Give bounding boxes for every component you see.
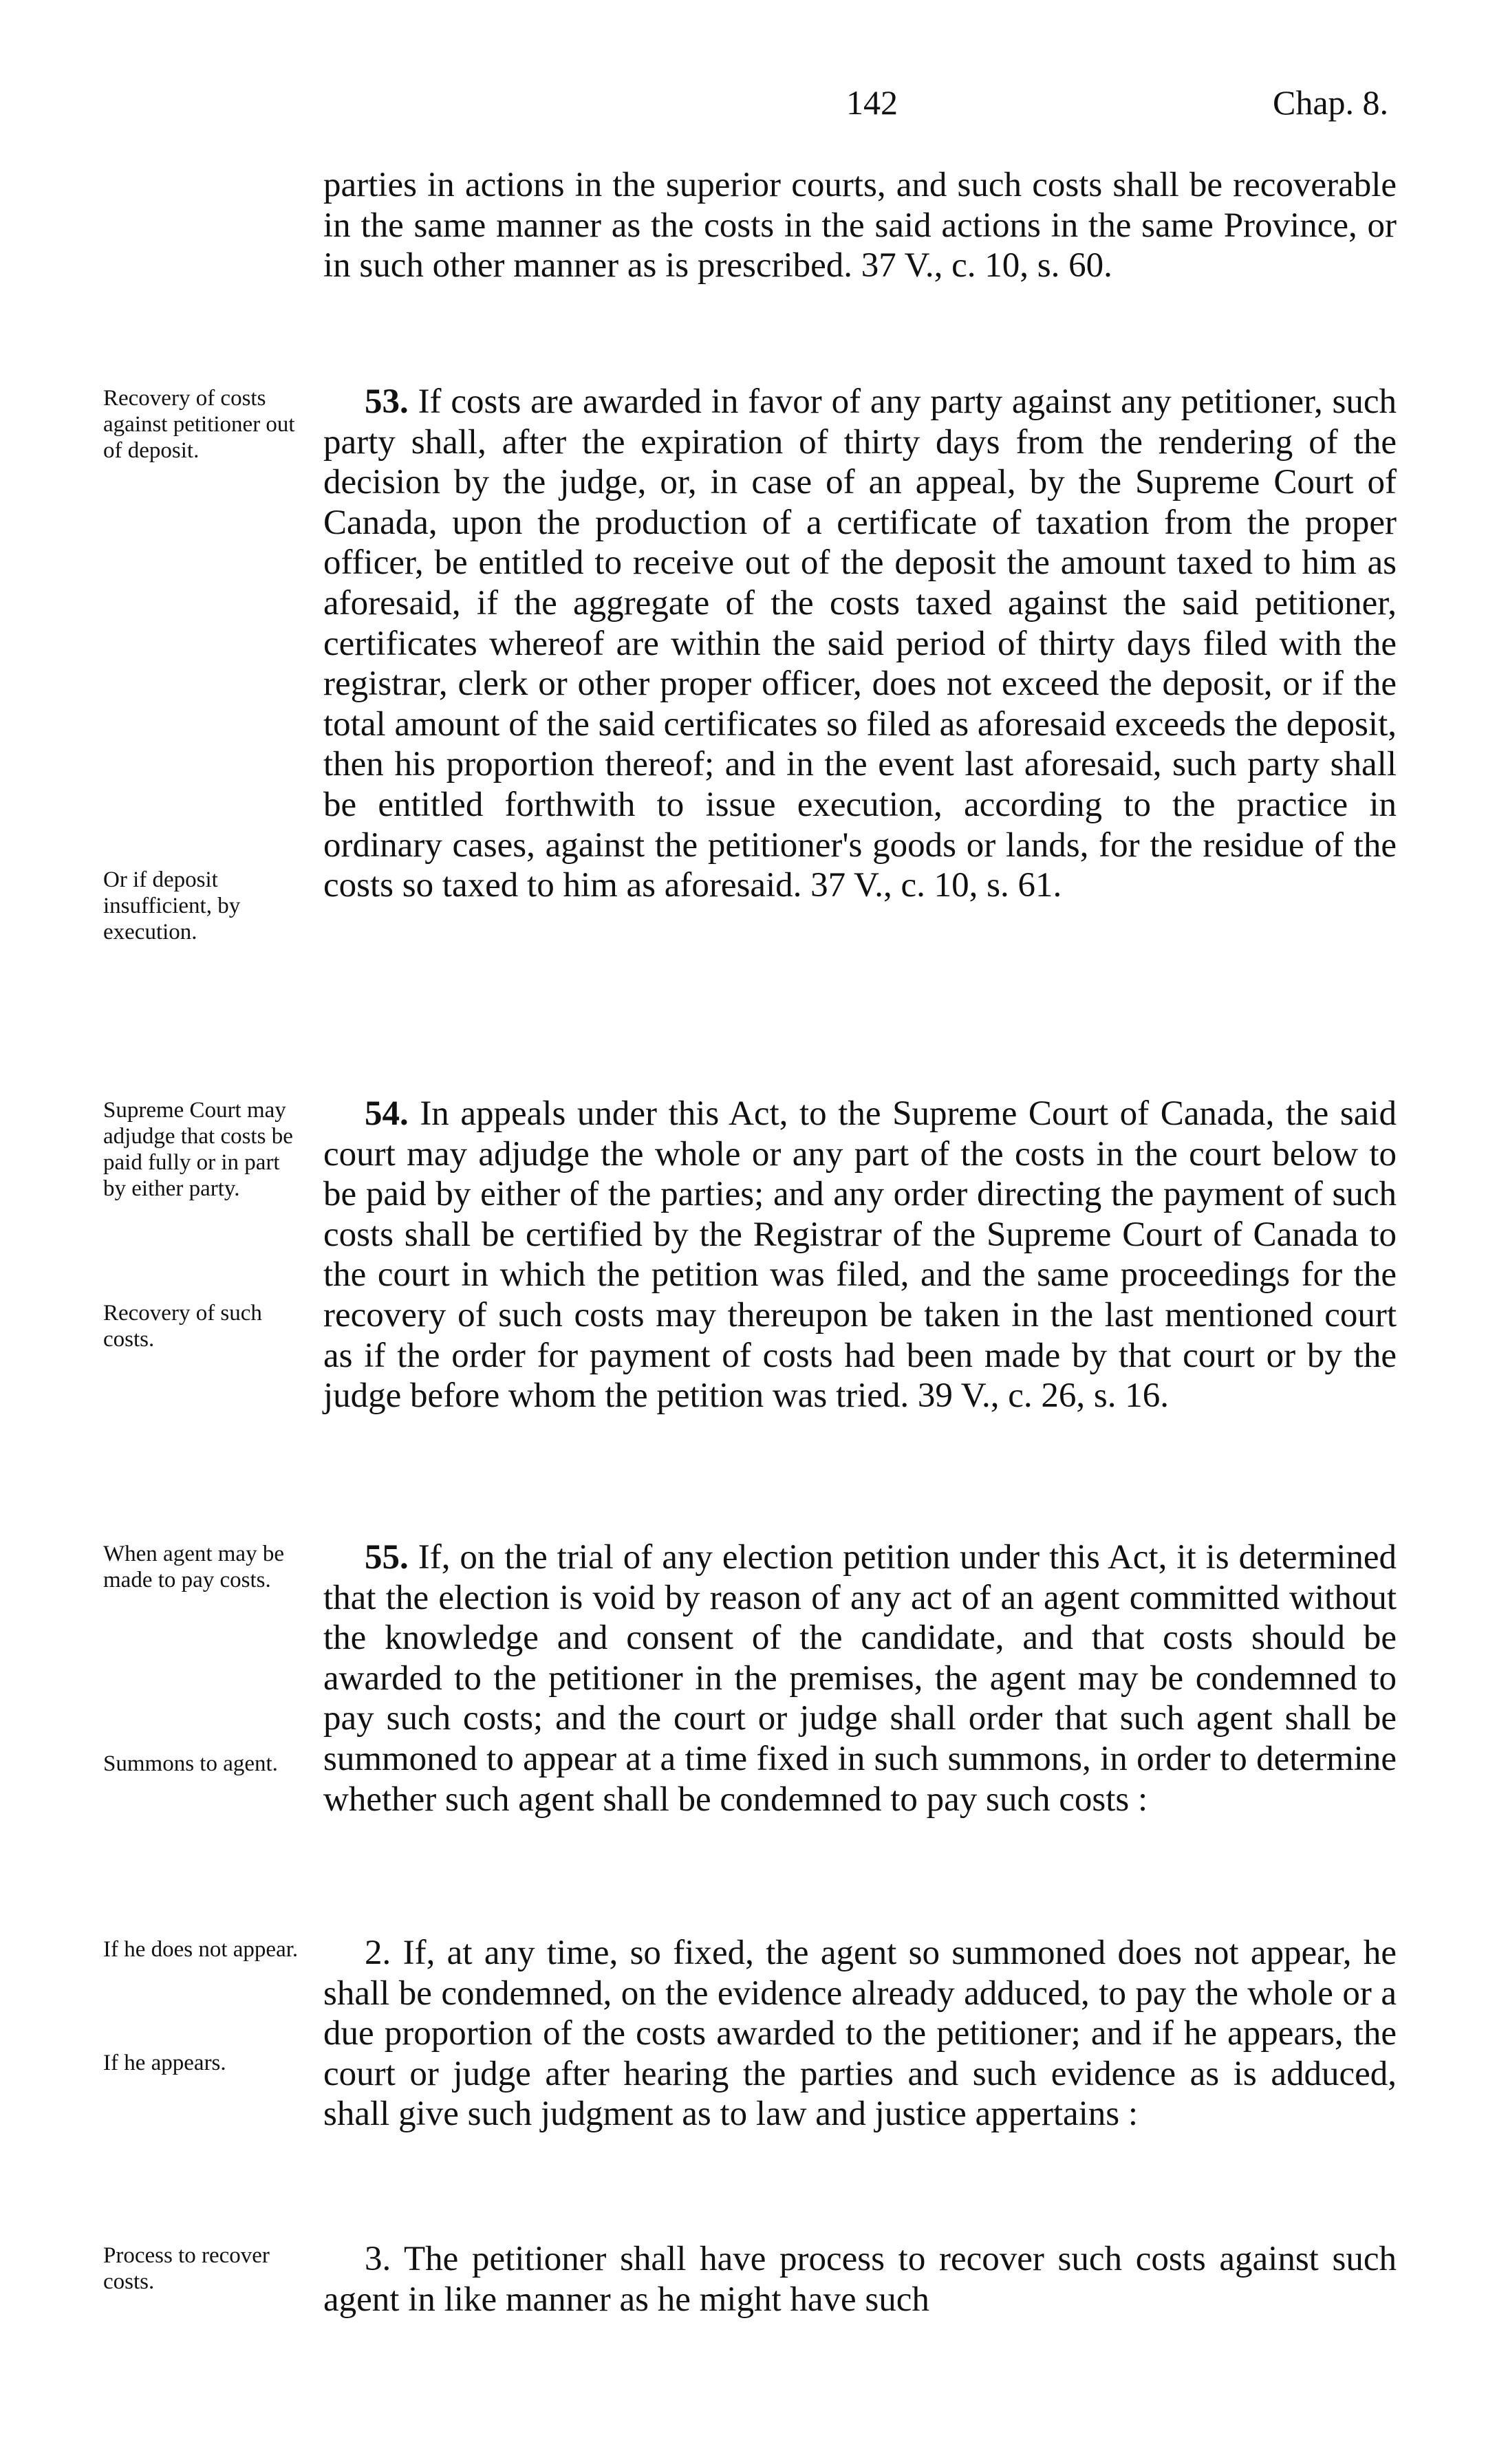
margin-note-if-he-appears: If he appears.: [103, 2051, 226, 2075]
section-number: 54.: [365, 1094, 409, 1133]
page-header: [0, 83, 1486, 138]
section-body: If, on the trial of any election petition under this Act, it is determined that the election is void by reason of any act of an agent committed without the knowledge and consent of the candidate, and that costs should be awarded to the petitioner in the premises, the agent may be condemned to pay such costs; and the court or judge shall order that such agent shall be summoned to appear at a time fixed in such summons, in order to determine whether such agent shall be condemned to pay such costs :: [323, 1538, 1397, 1819]
subsection-3-text: 3. The petitioner shall have process to recover such costs against such agent in like manner as he might have such: [323, 2240, 1397, 2319]
margin-note-agent-pay-costs: When agent may be made to pay costs.: [103, 1542, 284, 1592]
margin-note-recovery-such-costs: Recovery of such costs.: [103, 1301, 262, 1352]
section-number: 55.: [365, 1538, 409, 1577]
margin-note-insufficient-deposit: Or if deposit insufficient, by execution.: [103, 867, 241, 944]
intro-paragraph: parties in actions in the superior courts, and such costs shall be recoverable in the same manner as the costs in the said actions in the same Province, or in such other manner as is prescribed. 37 V., c. 10, s. 60.: [323, 166, 1397, 285]
section-53-text: [323, 382, 1397, 906]
subsection-2-text: 2. If, at any time, so fixed, the agent so summoned does not appear, he shall be condemned, on the evidence already adduced, to pay the whole or a due proportion of the costs awarded to the petitioner; and if he appears, the court or judge after hearing the parties and such evidence as is adduced, shall give such judgment as to law and justice appertains :: [323, 1934, 1397, 2134]
margin-note-supreme-court-costs: Supreme Court may adjudge that costs be paid fully or in part by either party.: [103, 1098, 293, 1201]
section-54-text: [323, 1094, 1397, 1416]
chapter-label: Chap. 8.: [1273, 83, 1389, 122]
page-number: 142: [846, 83, 898, 122]
section-55-text: [323, 1537, 1397, 1819]
margin-note-does-not-appear: If he does not appear.: [103, 1937, 299, 1962]
margin-note-recovery-of-costs: Recovery of costs against petitioner out of deposit.: [103, 386, 295, 463]
margin-note-process-to-recover: Process to recover costs.: [103, 2243, 270, 2294]
section-body: In appeals under this Act, to the Supreme Court of Canada, the said court may adjudge the whole or any part of the costs in the court below to be paid by either of the parties; and any order directing the payment of such costs shall be certified by the Registrar of the Supreme Court of Canada to the court in which the petition was filed, and the same proceedings for the recovery of such costs may thereupon be taken in the last mentioned court as if the order for payment of costs had been made by that court or by the judge before whom the petition was tried. 39 V., c. 26, s. 16.: [323, 1094, 1397, 1416]
section-number: 53.: [365, 382, 409, 421]
section-body: If costs are awarded in favor of any party against any petitioner, such party shall, after the expiration of thirty days from the rendering of the decision by the judge, or, in case of an appeal, by the Supreme Court of Canada, upon the production of a certificate of taxation from the proper officer, be entitled to receive out of the deposit the amount taxed to him as aforesaid, if the aggregate of the costs taxed against the said petitioner, certificates whereof are within the said period of thirty days filed with the registrar, clerk or other proper officer, does not exceed the deposit, or if the total amount of the said certificates so filed as aforesaid exceeds the deposit, then his proportion thereof; and in the event last aforesaid, such party shall be entitled forthwith to issue execution, according to the practice in ordinary cases, against the petitioner's goods or lands, for the residue of the costs so taxed to him as aforesaid. 37 V., c. 10, s. 61.: [323, 382, 1397, 905]
margin-note-summons-to-agent: Summons to agent.: [103, 1751, 278, 1776]
